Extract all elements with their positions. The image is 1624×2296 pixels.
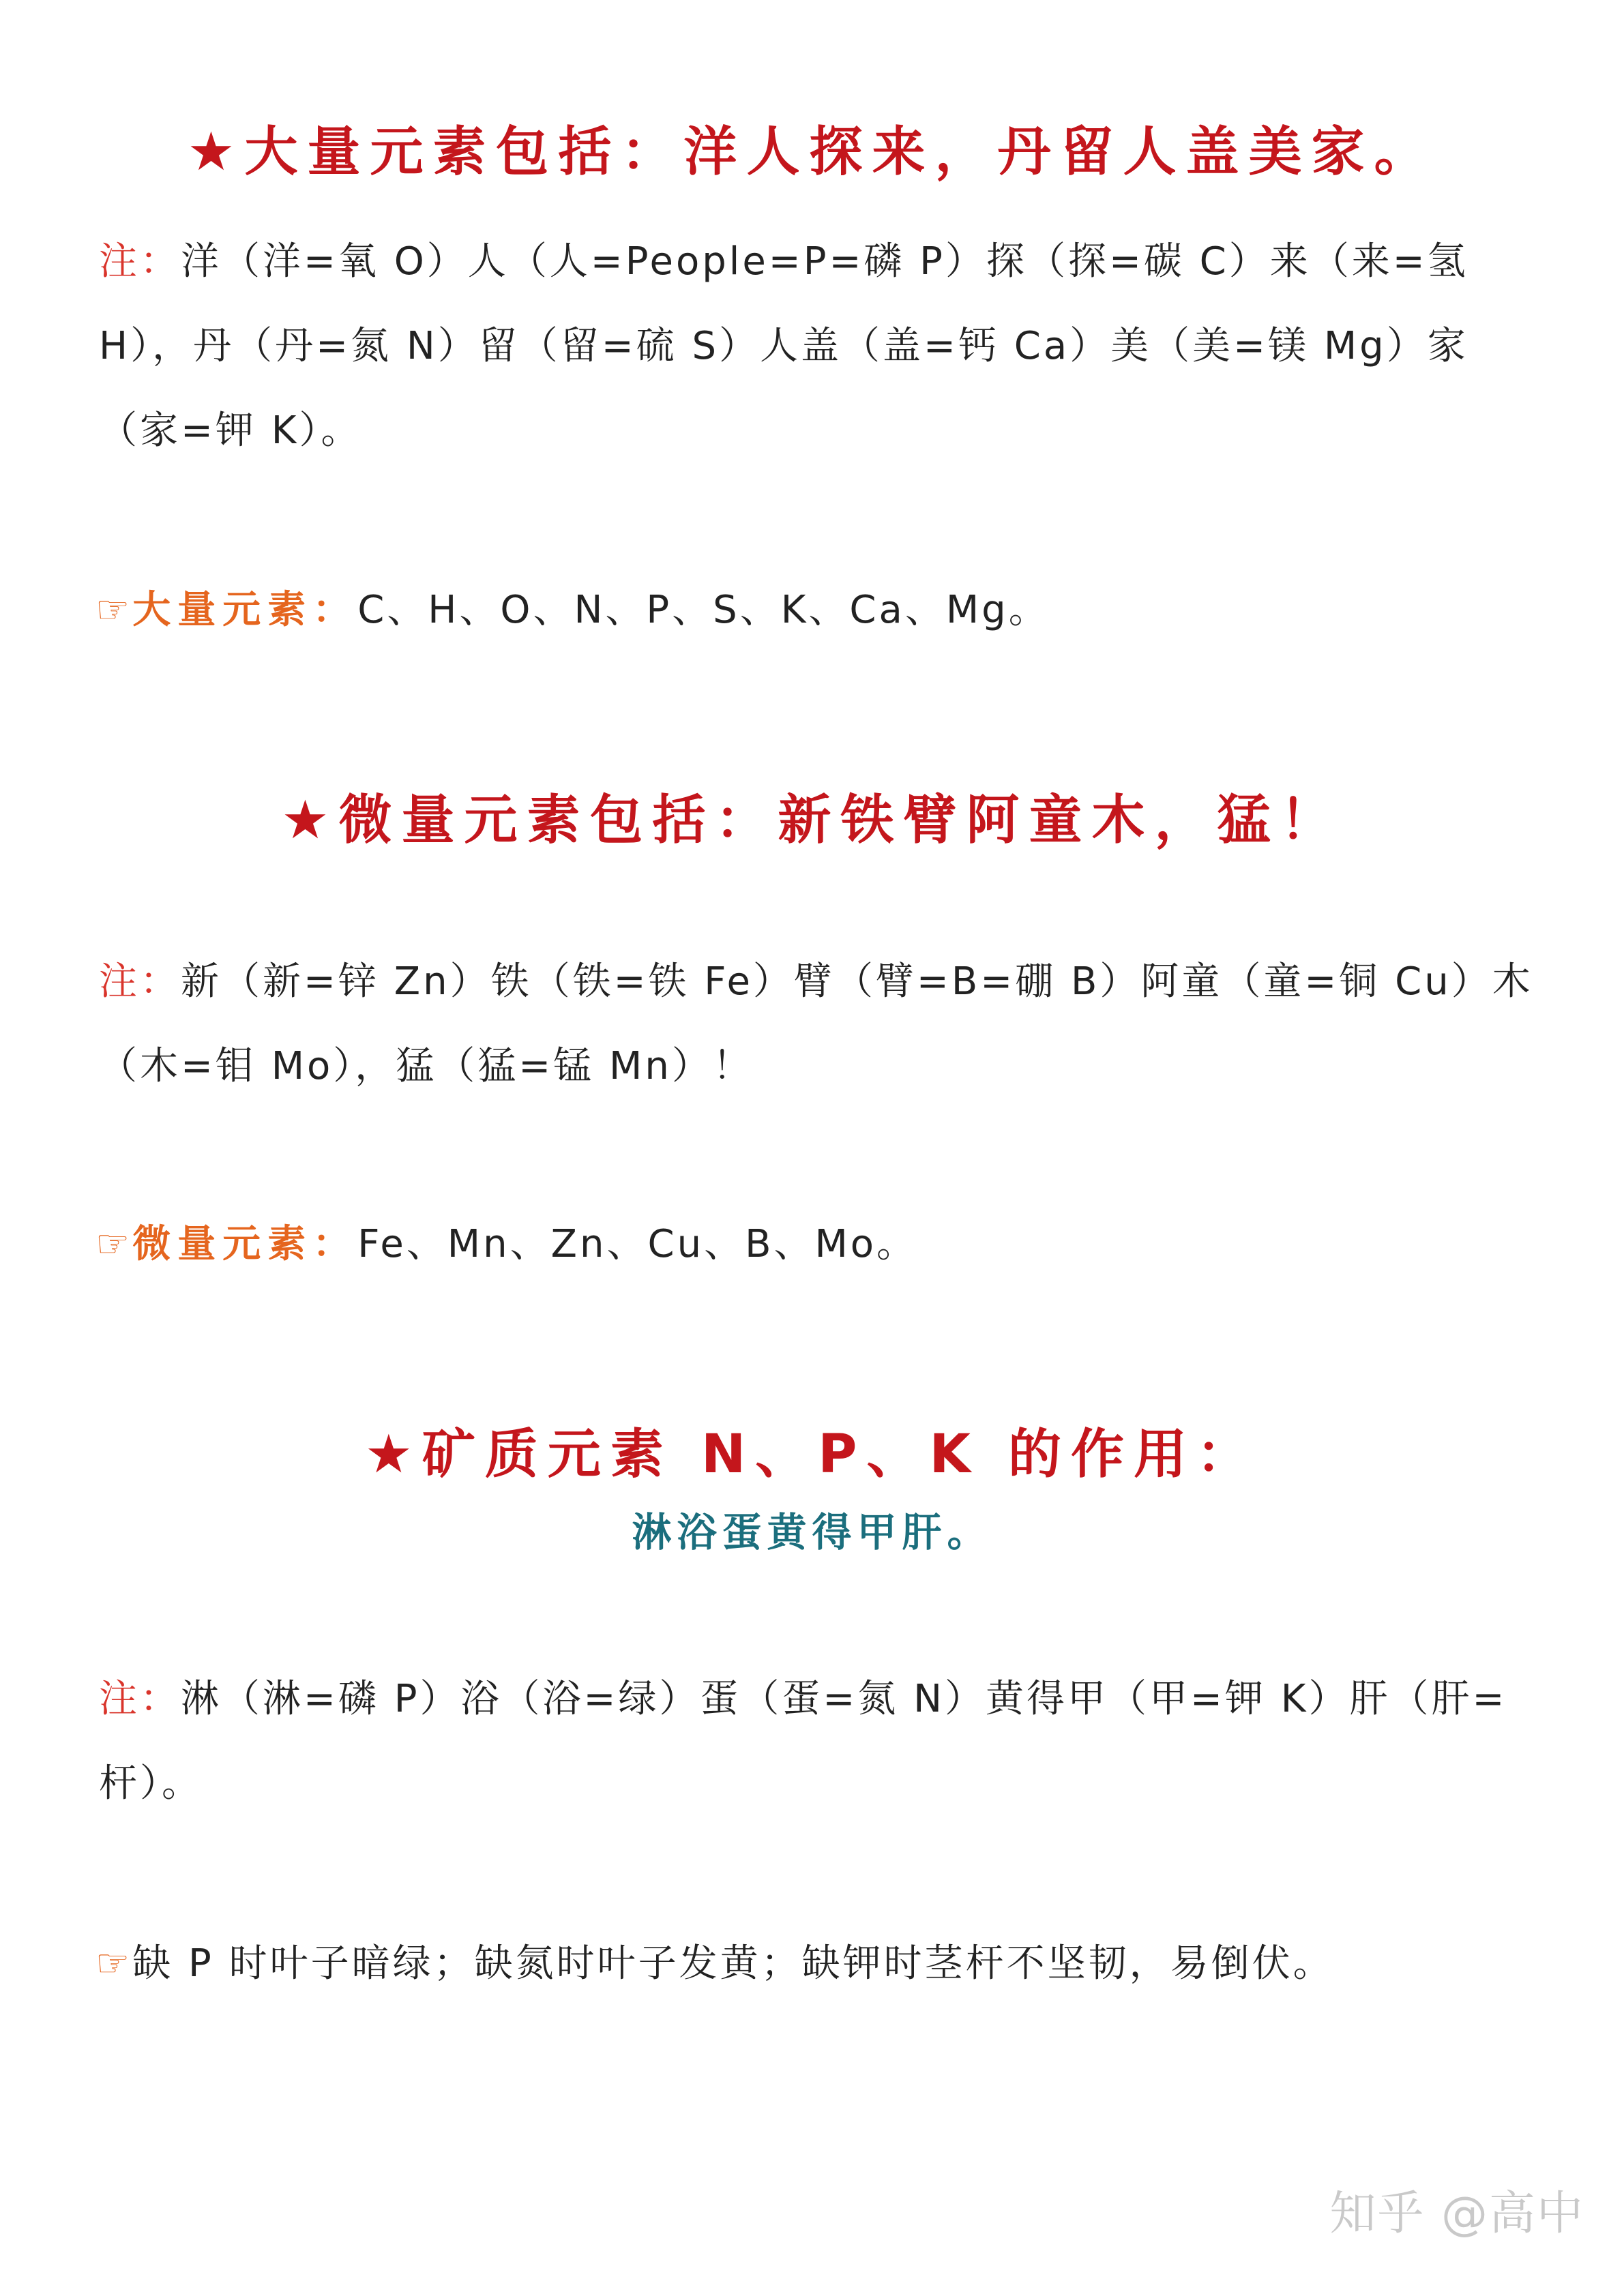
- summary-text: Fe、Mn、Zn、Cu、B、Mo。: [357, 1222, 918, 1266]
- macro-elements-summary: [95, 580, 1555, 634]
- pointing-hand-icon: ☞: [95, 588, 133, 632]
- mineral-elements-mnemonic: 淋浴蛋黄得甲肝。: [632, 1509, 992, 1555]
- note-label: 注：: [99, 239, 181, 284]
- summary-label: 微量元素：: [132, 1222, 358, 1266]
- pointing-hand-icon: ☞: [95, 1941, 133, 1986]
- trace-elements-note: [99, 940, 1538, 1109]
- trace-elements-heading: ★微量元素包括：新铁臂阿童木，猛！: [281, 790, 1343, 851]
- note-label: 注：: [99, 959, 181, 1004]
- zhihu-watermark: 知乎 @高中: [1329, 2187, 1584, 2241]
- summary-text: 缺 P 时叶子暗绿；缺氮时叶子发黄；缺钾时茎杆不坚韧，易倒伏。: [132, 1941, 1334, 1986]
- macro-elements-heading: ★大量元素包括：洋人探来，丹留人盖美家。: [187, 121, 1437, 183]
- note-label: 注：: [99, 1677, 181, 1721]
- note-text: 新（新=锌 Zn）铁（铁=铁 Fe）臂（臂=B=硼 B）阿童（童=铜 Cu）木（木=钼 Mo），猛（猛=锰 Mn）！: [99, 959, 1533, 1088]
- mineral-elements-summary: [95, 1933, 1555, 1988]
- macro-elements-note: [99, 220, 1538, 473]
- trace-elements-summary: [95, 1214, 1555, 1268]
- mineral-elements-note: [99, 1657, 1538, 1826]
- pointing-hand-icon: ☞: [95, 1222, 133, 1266]
- mineral-elements-heading: ★矿质元素 N、P、K 的作用：: [364, 1424, 1260, 1485]
- summary-label: 大量元素：: [132, 588, 358, 632]
- summary-text: C、H、O、N、P、S、K、Ca、Mg。: [357, 588, 1050, 632]
- note-text: 洋（洋=氧 O）人（人=People=P=磷 P）探（探=碳 C）来（来=氢 H），丹（丹=氮 N）留（留=硫 S）人盖（盖=钙 Ca）美（美=镁 Mg）家（家=钾 K）。: [99, 239, 1468, 453]
- note-text: 淋（淋=磷 P）浴（浴=绿）蛋（蛋=氮 N）黄得甲（甲=钾 K）肝（肝=杆）。: [99, 1677, 1507, 1806]
